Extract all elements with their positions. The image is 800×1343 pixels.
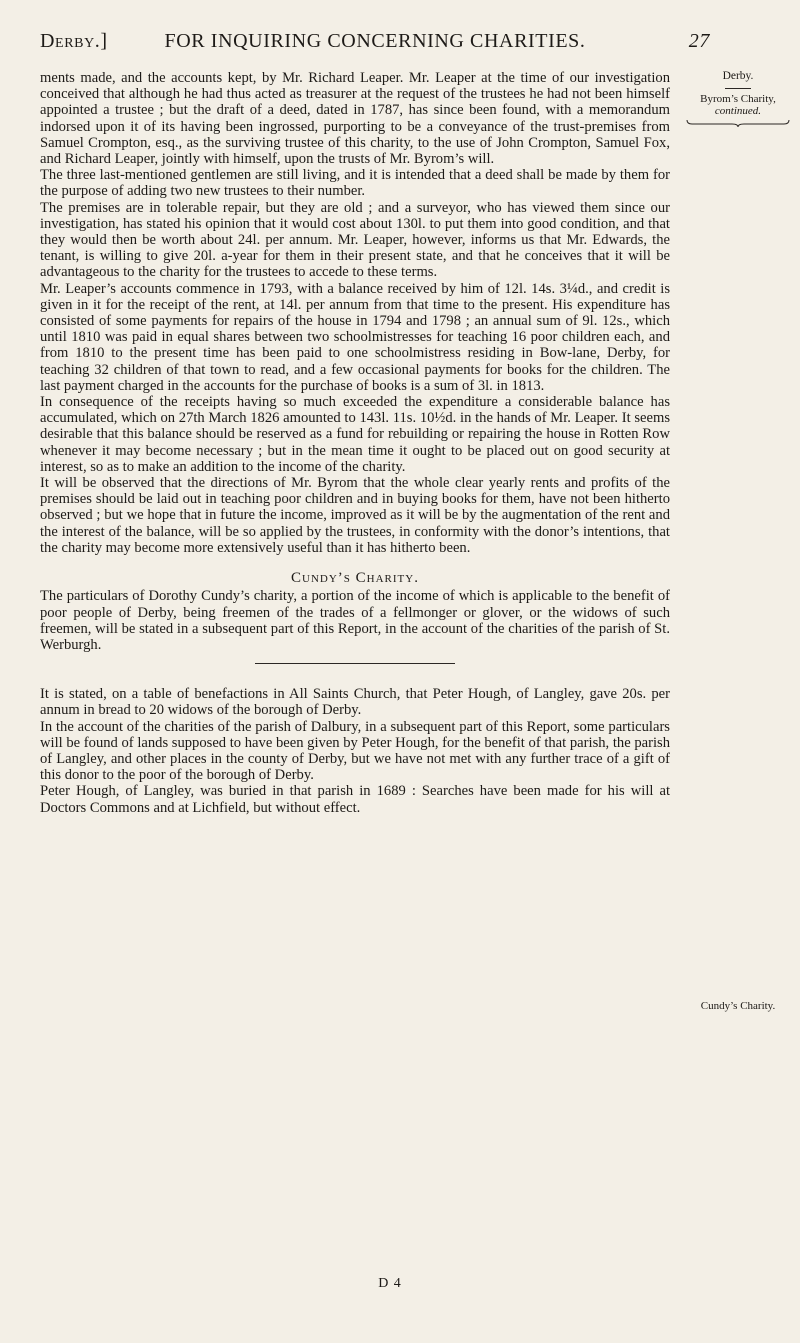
margin-note-byrom-title: Byrom’s Charity,: [700, 93, 776, 105]
margin-divider: [725, 88, 751, 89]
page-number: 27: [688, 30, 710, 52]
margin-note-cundy: Cundy’s Charity.: [700, 1000, 776, 1012]
running-head: [40, 30, 710, 60]
margin-note-byrom: [682, 93, 794, 117]
paragraph: It will be observed that the directions of Mr. Byrom that the whole clear yearly rents and profits of the premises should be laid out in teaching poor children and in buying books for them, have not been hitherto observed ; but we hope that in future the income, improved as it will be by the augmentation of the rent and the interest of the balance, will be so applied by the trustees, in conformity with the donor’s intentions, that the charity may become more extensively useful than it has hitherto been.: [40, 475, 670, 556]
paragraph: In consequence of the receipts having so much exceeded the expenditure a considerable balance has accumulated, which on 27th March 1826 amounted to 143l. 11s. 10½d. in the hands of Mr. Leaper. It seems desirable that this balance should be reserved as a fund for rebuilding or repairing the house in Rotten Row whenever it may become necessary ; but in the mean time it ought to be placed out on good security at interest, so as to make an addition to the income of the charity.: [40, 394, 670, 475]
body-text: [40, 70, 670, 816]
margin-note-byrom-continued: continued.: [714, 105, 762, 117]
signature-mark: D 4: [378, 1276, 402, 1291]
paragraph: The three last-mentioned gentlemen are still living, and it is intended that a deed shall be made by them for the purpose of adding two new trustees to their number.: [40, 167, 670, 200]
section-heading-cundy: Cundy’s Charity.: [291, 570, 419, 587]
paragraph: The premises are in tolerable repair, but they are old ; and a surveyor, who has viewed them since our investigation, has stated his opinion that it would cost about 130l. to put them into good condition, and that they would then be worth about 24l. per annum. Mr. Leaper, however, informs us that Mr. Edwards, the tenant, is willing to give 20l. a-year for them in their present state, and that he conceives that it will be advantageous to the charity for the trustees to accede to these terms.: [40, 199, 670, 281]
paragraph: ments made, and the accounts kept, by Mr. Richard Leaper. Mr. Leaper at the time of our investigation conceived that although he had thus acted as treasurer at the request of the trustees he had not been himself appointed a trustee ; but the draft of a deed, dated in 1787, has since been found, with a memorandum indorsed upon it of its having been ingrossed, purporting to be a conveyance of the trust-premises from Samuel Crompton, esq., as the surviving trustee of this charity, to the use of John Crompton, Samuel Fox, and Richard Leaper, jointly with himself, upon the trusts of Mr. Byrom’s will.: [40, 70, 670, 168]
running-head-county: Derby.]: [40, 30, 108, 52]
paragraph: The particulars of Dorothy Cundy’s charity, a portion of the income of which is applicable to the benefit of poor people of Derby, being freemen of the trades of a fellmonger or glover, or the widows of such freemen, will be stated in a subsequent part of this Report, in the account of the charities of the parish of St. Werburgh.: [40, 588, 670, 653]
paragraph: Mr. Leaper’s accounts commence in 1793, with a balance received by him of 12l. 14s. 3¼d., and credit is given in it for the receipt of the rent, at 14l. per annum from that time to the present. His expenditure has consisted of some payments for repairs of the house in 1794 and 1798 ; an annual sum of 9l. 12s., which until 1810 was paid in equal shares between two schoolmistresses for teaching 16 poor children each, and from 1810 to the present time has been paid to one schoolmistress residing in Bow-lane, Derby, for teaching 32 children of that town to read, and a few occasional payments for books for the children. The last payment charged in the accounts for the purchase of books is a sum of 3l. in 1813.: [40, 280, 670, 394]
margin-notes: [682, 70, 794, 127]
margin-note-derby: Derby.: [722, 70, 754, 82]
section-divider: [255, 663, 455, 664]
margin-brace-icon: [686, 119, 790, 127]
paragraph: It is stated, on a table of benefactions in All Saints Church, that Peter Hough, of Langley, gave 20s. per annum in bread to 20 widows of the borough of Derby.: [40, 686, 670, 719]
running-head-title: FOR INQUIRING CONCERNING CHARITIES.: [164, 30, 586, 52]
paragraph: In the account of the charities of the parish of Dalbury, in a subsequent part of this Report, some particulars will be found of lands supposed to have been given by Peter Hough, for the benefit of that parish, the parish of Langley, and other places in the county of Derby, but we have not met with any further trace of a gift of this donor to the poor of the borough of Derby.: [40, 718, 670, 784]
paragraph: Peter Hough, of Langley, was buried in that parish in 1689 : Searches have been made for his will at Doctors Commons and at Lichfield, but without effect.: [40, 783, 670, 816]
